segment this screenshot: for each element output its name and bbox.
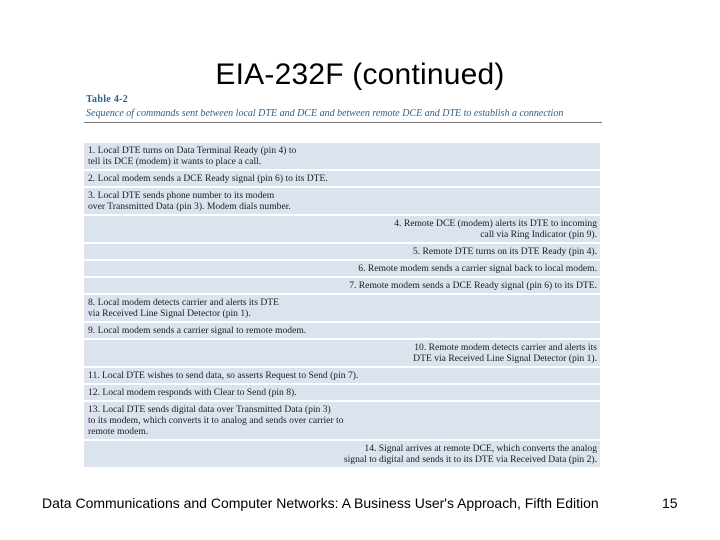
- step-row-4: [84, 216, 600, 242]
- step-text: 5. Remote DTE turns on its DTE Ready (pin 4).: [412, 246, 597, 257]
- slide-title: EIA-232F (continued): [215, 58, 505, 91]
- step-text: 7. Remote modem sends a DCE Ready signal (pin 6) to its DTE.: [349, 280, 597, 291]
- step-row-9: [84, 323, 600, 338]
- step-row-10: [84, 340, 600, 366]
- footer-text: Data Communications and Computer Networks: A Business User's Approach, Fifth Edition: [42, 495, 599, 511]
- table-label: Table 4-2: [86, 94, 129, 105]
- step-text: 13. Local DTE sends digital data over Transmitted Data (pin 3) to its modem, which converts it to analog and sends over carrier to remote modem.: [88, 404, 344, 437]
- step-row-6: [84, 261, 600, 276]
- page-number: 15: [662, 495, 678, 511]
- step-text: 9. Local modem sends a carrier signal to remote modem.: [88, 325, 307, 336]
- step-row-13: [84, 402, 600, 439]
- step-row-8: [84, 295, 600, 321]
- table-caption: [86, 94, 602, 119]
- step-text: 10. Remote modem detects carrier and alerts its DTE via Received Line Signal Detector (pin 1).: [413, 342, 597, 364]
- step-text: 14. Signal arrives at remote DCE, which converts the analog signal to digital and sends it to its DTE via Received Data (pin 2).: [343, 443, 597, 465]
- step-row-12: [84, 385, 600, 400]
- step-text: 4. Remote DCE (modem) alerts its DTE to incoming call via Ring Indicator (pin 9).: [394, 218, 597, 240]
- caption-divider: [84, 122, 602, 123]
- step-text: 12. Local modem responds with Clear to Send (pin 8).: [88, 387, 297, 398]
- step-row-1: [84, 143, 600, 169]
- step-row-2: [84, 171, 600, 186]
- steps-table: [84, 143, 600, 469]
- table-subtitle: Sequence of commands sent between local DTE and DCE and between remote DCE and DTE to establish a connection: [86, 108, 564, 119]
- step-text: 1. Local DTE turns on Data Terminal Ready (pin 4) to tell its DCE (modem) it wants to place a call.: [88, 145, 297, 167]
- step-row-11: [84, 368, 600, 383]
- step-text: 8. Local modem detects carrier and alerts its DTE via Received Line Signal Detector (pin 1).: [88, 297, 279, 319]
- step-text: 2. Local modem sends a DCE Ready signal (pin 6) to its DTE.: [88, 173, 328, 184]
- step-text: 6. Remote modem sends a carrier signal back to local modem.: [358, 263, 597, 274]
- step-text: 3. Local DTE sends phone number to its modem over Transmitted Data (pin 3). Modem dials number.: [88, 190, 291, 212]
- step-row-7: [84, 278, 600, 293]
- step-row-3: [84, 188, 600, 214]
- step-row-5: [84, 244, 600, 259]
- step-row-14: [84, 441, 600, 467]
- step-text: 11. Local DTE wishes to send data, so asserts Request to Send (pin 7).: [88, 370, 359, 381]
